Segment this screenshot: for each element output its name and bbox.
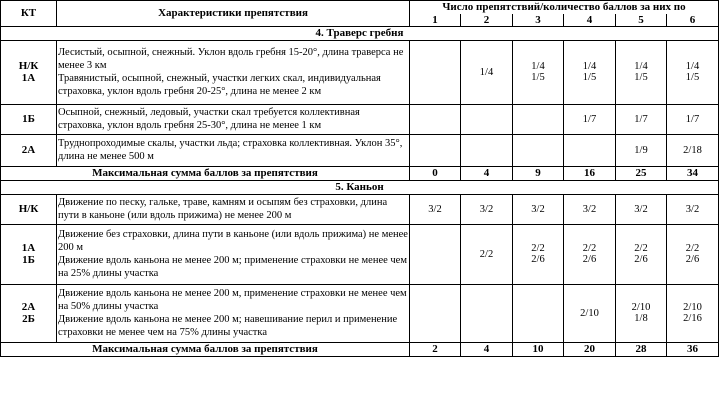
- value-cell: [461, 104, 513, 134]
- value-cell: [513, 134, 564, 166]
- table-row: [1, 104, 719, 134]
- kt-cell: Н/К: [18, 60, 39, 72]
- value-cell: 2/6: [582, 254, 597, 265]
- value-cell: [461, 134, 513, 166]
- max-sum-value: 0: [410, 166, 461, 180]
- value-cell: 2/6: [531, 254, 545, 265]
- value-cell: 2/2: [531, 243, 545, 254]
- value-cell: 1/5: [634, 72, 648, 83]
- value-cell: 1/8: [634, 313, 648, 324]
- max-sum-value: 9: [513, 166, 564, 180]
- max-sum-value: 25: [616, 166, 667, 180]
- kt-cell: 2А: [21, 301, 36, 313]
- description-cell: Осыпной, снежный, ледовый, участки скал требуется коллективная страховка, уклон вдоль гребня 25-30°, длина не менее 1 км: [57, 104, 410, 134]
- value-cell: 2/18: [667, 134, 719, 166]
- value-cell: 1/4: [479, 66, 494, 78]
- kt-header: КТ: [1, 1, 57, 27]
- max-sum-value: 28: [616, 342, 667, 356]
- kt-cell: 2Б: [22, 313, 35, 325]
- value-cell: 1/4: [582, 61, 597, 72]
- kt-cell: 1Б: [1, 104, 57, 134]
- description-cell: Движение вдоль каньона не менее 200 м; применение страховки не менее чем на 25% длины участка: [58, 255, 407, 279]
- column-header-5: 5: [616, 14, 667, 27]
- value-cell: 2/10: [580, 307, 599, 319]
- kt-cell: 1А: [21, 242, 36, 254]
- header-row-top: [1, 1, 719, 14]
- value-cell: 2/6: [685, 254, 700, 265]
- table-row: [1, 134, 719, 166]
- column-header-3: 3: [513, 14, 564, 27]
- table-row: [1, 40, 719, 104]
- description-cell: Движение по песку, гальке, траве, камням и осыпям без страховки, длина пути в каньоне (или вдоль прижима) не менее 200 м: [57, 194, 410, 224]
- count-title-header: Число препятствий/количество баллов за них по: [410, 1, 719, 14]
- max-sum-value: 36: [667, 342, 719, 356]
- value-cell: 2/2: [582, 243, 597, 254]
- kt-cell: 1Б: [22, 254, 35, 266]
- column-header-2: 2: [461, 14, 513, 27]
- max-sum-value: 20: [564, 342, 616, 356]
- value-cell: 3/2: [410, 194, 461, 224]
- max-sum-value: 34: [667, 166, 719, 180]
- value-cell: 3/2: [513, 194, 564, 224]
- value-cell: [513, 104, 564, 134]
- max-sum-row: [1, 342, 719, 356]
- description-cell: Движение вдоль каньона не менее 200 м, применение страховки не менее чем на 50% длины участка: [58, 288, 407, 312]
- table-row: [1, 284, 719, 342]
- table-row: [1, 224, 719, 284]
- max-sum-value: 10: [513, 342, 564, 356]
- kt-cell: 1А: [21, 72, 36, 84]
- table-row: [1, 194, 719, 224]
- description-cell: Травянистый, осыпной, снежный, участки легких скал, индивидуальная страховка, уклон вдоль гребня 20-25°, длина не менее 2 км: [58, 73, 381, 97]
- value-cell: 2/10: [683, 302, 702, 313]
- value-cell: 1/5: [685, 72, 700, 83]
- value-cell: 2/6: [634, 254, 648, 265]
- value-cell: 1/7: [564, 104, 616, 134]
- description-cell: Труднопроходимые скалы, участки льда; страховка коллективная. Уклон 35°, длина не менее 500 м: [57, 134, 410, 166]
- section-title: 4. Траверс гребня: [1, 26, 719, 40]
- value-cell: 3/2: [564, 194, 616, 224]
- value-cell: 3/2: [616, 194, 667, 224]
- max-sum-value: 4: [461, 166, 513, 180]
- value-cell: [410, 134, 461, 166]
- column-header-4: 4: [564, 14, 616, 27]
- section-title-row: [1, 26, 719, 40]
- description-cell: Движение вдоль каньона не менее 200 м; навешивание перил и применение страховки не менее чем на 75% длины участка: [58, 314, 398, 338]
- kt-cell: 2А: [1, 134, 57, 166]
- value-cell: 2/10: [631, 302, 651, 313]
- kt-cell: Н/К: [1, 194, 57, 224]
- max-sum-label: Максимальная сумма баллов за препятствия: [1, 342, 410, 356]
- section-title-row: [1, 180, 719, 194]
- max-sum-row: [1, 166, 719, 180]
- value-cell: 1/4: [685, 61, 700, 72]
- description-cell: Лесистый, осыпной, снежный. Уклон вдоль гребня 15-20°, длина траверса не менее 3 км: [58, 47, 404, 71]
- characteristics-header: Характеристики препятствия: [57, 1, 410, 27]
- max-sum-value: 4: [461, 342, 513, 356]
- max-sum-value: 2: [410, 342, 461, 356]
- value-cell: 3/2: [667, 194, 719, 224]
- column-header-6: 6: [667, 14, 719, 27]
- max-sum-value: 16: [564, 166, 616, 180]
- value-cell: 3/2: [461, 194, 513, 224]
- value-cell: 1/7: [667, 104, 719, 134]
- max-sum-label: Максимальная сумма баллов за препятствия: [1, 166, 410, 180]
- value-cell: 2/2: [634, 243, 648, 254]
- value-cell: 1/4: [634, 61, 648, 72]
- value-cell: 2/16: [683, 313, 702, 324]
- value-cell: [564, 134, 616, 166]
- column-header-1: 1: [410, 14, 461, 27]
- value-cell: 2/2: [479, 248, 494, 260]
- value-cell: 1/9: [616, 134, 667, 166]
- value-cell: 1/5: [582, 72, 597, 83]
- value-cell: 1/5: [531, 72, 545, 83]
- value-cell: [410, 104, 461, 134]
- section-title: 5. Каньон: [1, 180, 719, 194]
- value-cell: 1/4: [531, 61, 545, 72]
- description-cell: Движение без страховки, длина пути в каньоне (или вдоль прижима) не менее 200 м: [58, 229, 408, 253]
- value-cell: 2/2: [685, 243, 700, 254]
- value-cell: 1/7: [616, 104, 667, 134]
